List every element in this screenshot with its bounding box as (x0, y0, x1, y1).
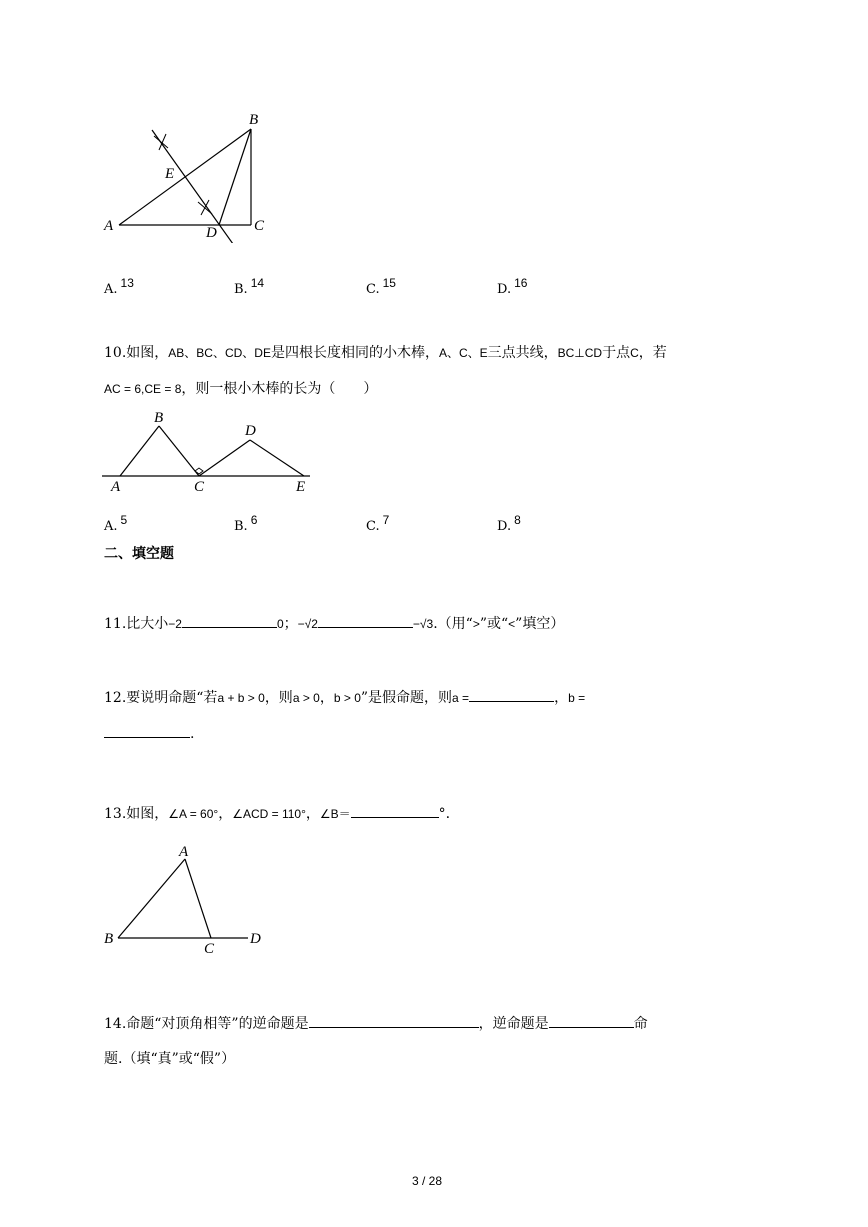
fig10-label-C: C (194, 479, 205, 495)
fig13-label-D: D (250, 931, 261, 947)
section-title: 二、填空题 (104, 546, 174, 562)
q10-option-a: A. $^5$ (104, 513, 128, 534)
q9-option-a: A. $^{13}$ (104, 276, 134, 297)
fig13-label-B: B (104, 931, 114, 947)
q12-line2: . (104, 723, 194, 744)
q10-line1: 10.如图，AB、BC、CD、DE是四根长度相同的小木棒，A、C、E三点共线，BC⊥CD于点C，若 (104, 345, 667, 361)
q9-option-d: D. $^{16}$ (497, 276, 528, 297)
fig10-label-D: D (245, 423, 256, 439)
q10-option-b: B. $^6$ (234, 513, 258, 534)
q14-line2: 题.（填“真”或“假”） (104, 1051, 236, 1067)
q14-blank-2[interactable] (549, 1013, 634, 1028)
q14-line1: 14.命题“对顶角相等”的逆命题是 ，逆命题是 命 (104, 1013, 648, 1034)
fig10-label-A: A (111, 479, 121, 495)
q9-figure (100, 108, 280, 243)
q11-blank-1[interactable] (182, 613, 277, 628)
q10-option-c: C. $^7$ (366, 513, 390, 534)
q10-line2: AC = 6,CE = 8，则一根小木棒的长为（ ） (104, 381, 378, 397)
fig13-label-C: C (204, 941, 215, 957)
q13-line: 13.如图，∠A = 60°，∠ACD = 110°，∠B＝ °. (104, 803, 450, 824)
q9-option-b: B. $^{14}$ (234, 276, 265, 297)
fig9-label-C: C (254, 218, 265, 234)
q12-blank-b[interactable] (104, 723, 190, 738)
q11-line: 11.比大小−2 0；−√2 −√3.（用“>”或“<”填空） (104, 613, 564, 634)
fig10-label-B: B (154, 410, 164, 426)
fig13-label-A: A (179, 844, 189, 860)
q11-blank-2[interactable] (318, 613, 413, 628)
q9-option-c: C. $^{15}$ (366, 276, 396, 297)
fig10-label-E: E (296, 479, 306, 495)
q13-blank[interactable] (351, 803, 439, 818)
fig9-label-E: E (165, 166, 175, 182)
q12-line1: 12.要说明命题“若a + b > 0，则a > 0，b > 0”是假命题，则a = ，b = (104, 687, 585, 708)
fig9-label-D: D (206, 225, 217, 241)
fig9-label-A: A (104, 218, 114, 234)
q12-blank-a[interactable] (469, 687, 554, 702)
q14-blank-1[interactable] (309, 1013, 479, 1028)
q10-option-d: D. $^8$ (497, 513, 521, 534)
page-number: 3 / 28 (412, 1174, 443, 1188)
q13-figure (100, 838, 270, 958)
fig9-label-B: B (249, 112, 259, 128)
q10-figure (100, 408, 315, 496)
